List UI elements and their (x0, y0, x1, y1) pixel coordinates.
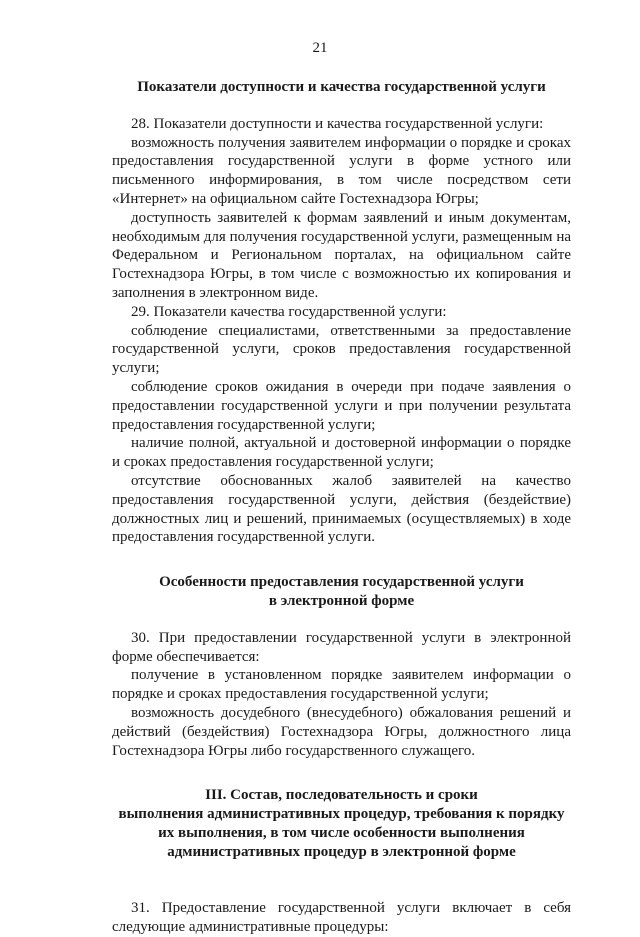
paragraph: 29. Показатели качества государственной услуги: (131, 303, 447, 320)
heading-line: административных процедур в электронной форме (167, 843, 516, 860)
paragraph: возможность досудебного (внесудебного) обжалования решений и действий (бездействия) Гостехнадзора Югры, должностного лица Гостехнадзора Югры либо государственного служащего. (112, 704, 571, 759)
block2 (112, 629, 571, 761)
block1 (112, 115, 571, 547)
paragraph: доступность заявителей к формам заявлений и иным документам, необходимым для получения государственной услуги, размещенным на Федеральном и Региональном порталах, на официальном сайте Гостехнадзора Югры, в том числе с возможностью их копирования и заполнения в электронном виде. (112, 209, 571, 301)
paragraph: соблюдение специалистами, ответственными за предоставление государственной услуги, сроков предоставления государственной услуги; (112, 322, 571, 377)
page-number: 21 (312, 40, 328, 56)
heading-line: их выполнения, в том числе особенности выполнения (158, 824, 525, 841)
paragraph: соблюдение сроков ожидания в очереди при подаче заявления о предоставлении государственной услуги и при получении результата предоставления государственной услуги; (112, 378, 571, 433)
heading-line: III. Состав, последовательность и сроки (205, 787, 478, 804)
page-content (112, 78, 571, 937)
heading-line: Особенности предоставления государственной услуги (159, 574, 524, 591)
block3 (112, 899, 571, 937)
paragraph: 28. Показатели доступности и качества государственной услуги: (131, 115, 544, 132)
paragraph: получение в установленном порядке заявителем информации о порядке и сроках предоставления государственной услуги; (112, 667, 571, 703)
paragraph: отсутствие обоснованных жалоб заявителей на качество предоставления государственной услуги, действия (бездействие) должностных лиц и решений, принимаемых (осуществляемых) в ходе предоставления государственной услуги. (112, 472, 571, 546)
paragraph: 31. Предоставление государственной услуги включает в себя следующие административные процедуры: (112, 900, 571, 936)
paragraph: наличие полной, актуальной и достоверной информации о порядке и сроках предоставления государственной услуги; (112, 435, 571, 471)
paragraph: возможность получения заявителем информации о порядке и сроках предоставления государственной услуги в форме устного или письменного информирования, в том числе посредством сети «Интернет» на официальном сайте Гостехнадзора Югры; (112, 134, 571, 207)
section-heading-electronic (112, 573, 571, 611)
paragraph: 30. При предоставлении государственной услуги в электронной форме обеспечивается: (112, 629, 571, 665)
heading-line: выполнения административных процедур, требования к порядку (118, 806, 565, 823)
heading-line: в электронной форме (268, 592, 415, 609)
section-heading-III (112, 786, 571, 861)
section-heading-accessibility: Показатели доступности и качества государственной услуги (137, 79, 546, 95)
